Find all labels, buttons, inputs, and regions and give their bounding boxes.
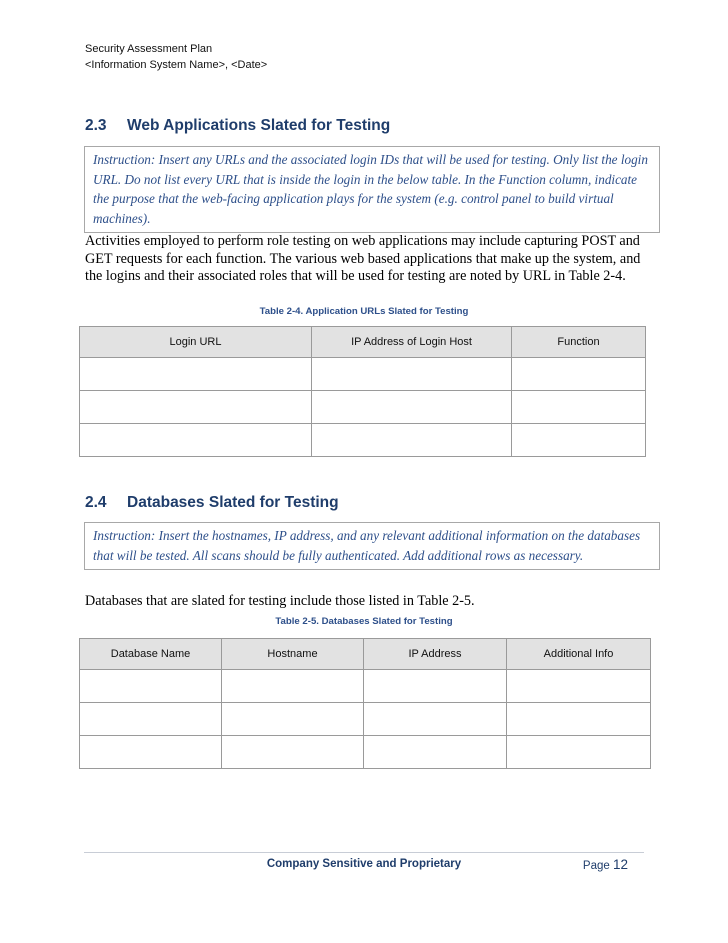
table-cell[interactable] — [80, 703, 222, 736]
header-system-date: <Information System Name>, <Date> — [85, 59, 268, 71]
table-cell[interactable] — [80, 424, 312, 457]
table-row — [80, 670, 651, 703]
table-header-row — [80, 639, 651, 670]
instruction-box-2-4: Instruction: Insert the hostnames, IP address, and any relevant additional information on the databases that will be tested. All scans should be fully authenticated. Add additional rows as necessary. — [84, 522, 660, 570]
table-row — [80, 424, 646, 457]
table-cell[interactable] — [364, 736, 507, 769]
table-cell[interactable] — [222, 670, 364, 703]
footer-page-number — [583, 857, 628, 872]
table-header-row — [80, 327, 646, 358]
section-heading-2-4 — [85, 494, 339, 512]
table-cell[interactable] — [512, 391, 646, 424]
table-cell[interactable] — [222, 703, 364, 736]
footer-confidentiality: Company Sensitive and Proprietary — [266, 858, 462, 870]
table-cell[interactable] — [512, 358, 646, 391]
application-urls-table — [79, 326, 646, 457]
table-cell[interactable] — [512, 424, 646, 457]
header-hostname: Hostname — [222, 639, 364, 670]
databases-table — [79, 638, 651, 769]
table-cell[interactable] — [507, 670, 651, 703]
table-cell[interactable] — [312, 391, 512, 424]
instruction-box-2-3: Instruction: Insert any URLs and the associated login IDs that will be used for testing. Only list the login URL. Do not list every URL that is inside the login in the below table. In the Function column, indicate the purpose that the web-facing application plays for the system (e.g. control panel to build virtual machines). — [84, 146, 660, 233]
table-cell[interactable] — [80, 736, 222, 769]
table-cell[interactable] — [364, 703, 507, 736]
page-header — [85, 41, 267, 73]
footer-divider — [84, 852, 644, 853]
table-cell[interactable] — [80, 358, 312, 391]
body-paragraph-2-3: Activities employed to perform role testing on web applications may include capturing POST and GET requests for each function. The various web based applications that make up the system, and the logins and their associated roles that will be used for testing are noted by URL in Table 2-4. — [85, 233, 641, 284]
section-number: 2.4 — [85, 494, 107, 511]
table-cell[interactable] — [80, 391, 312, 424]
table-row — [80, 736, 651, 769]
table-caption-2-4: Table 2-4. Application URLs Slated for Testing — [259, 306, 469, 317]
table-cell[interactable] — [222, 736, 364, 769]
header-ip-address-login-host: IP Address of Login Host — [312, 327, 512, 358]
page-label: Page — [582, 860, 610, 872]
table-cell[interactable] — [507, 736, 651, 769]
section-title: Web Applications Slated for Testing — [127, 117, 391, 134]
header-ip-address: IP Address — [364, 639, 507, 670]
page-number: 12 — [612, 857, 628, 872]
table-caption-2-5: Table 2-5. Databases Slated for Testing — [275, 616, 453, 627]
header-document-title: Security Assessment Plan — [85, 43, 213, 55]
header-function: Function — [512, 327, 646, 358]
table-row — [80, 391, 646, 424]
table-cell[interactable] — [80, 670, 222, 703]
table-row — [80, 703, 651, 736]
table-row — [80, 358, 646, 391]
table-cell[interactable] — [312, 358, 512, 391]
header-database-name: Database Name — [80, 639, 222, 670]
table-cell[interactable] — [364, 670, 507, 703]
header-login-url: Login URL — [80, 327, 312, 358]
table-cell[interactable] — [312, 424, 512, 457]
section-title: Databases Slated for Testing — [127, 494, 339, 511]
body-paragraph-2-4: Databases that are slated for testing include those listed in Table 2-5. — [85, 593, 475, 609]
section-number: 2.3 — [85, 117, 107, 134]
header-additional-info: Additional Info — [507, 639, 651, 670]
section-heading-2-3 — [85, 117, 390, 135]
table-cell[interactable] — [507, 703, 651, 736]
